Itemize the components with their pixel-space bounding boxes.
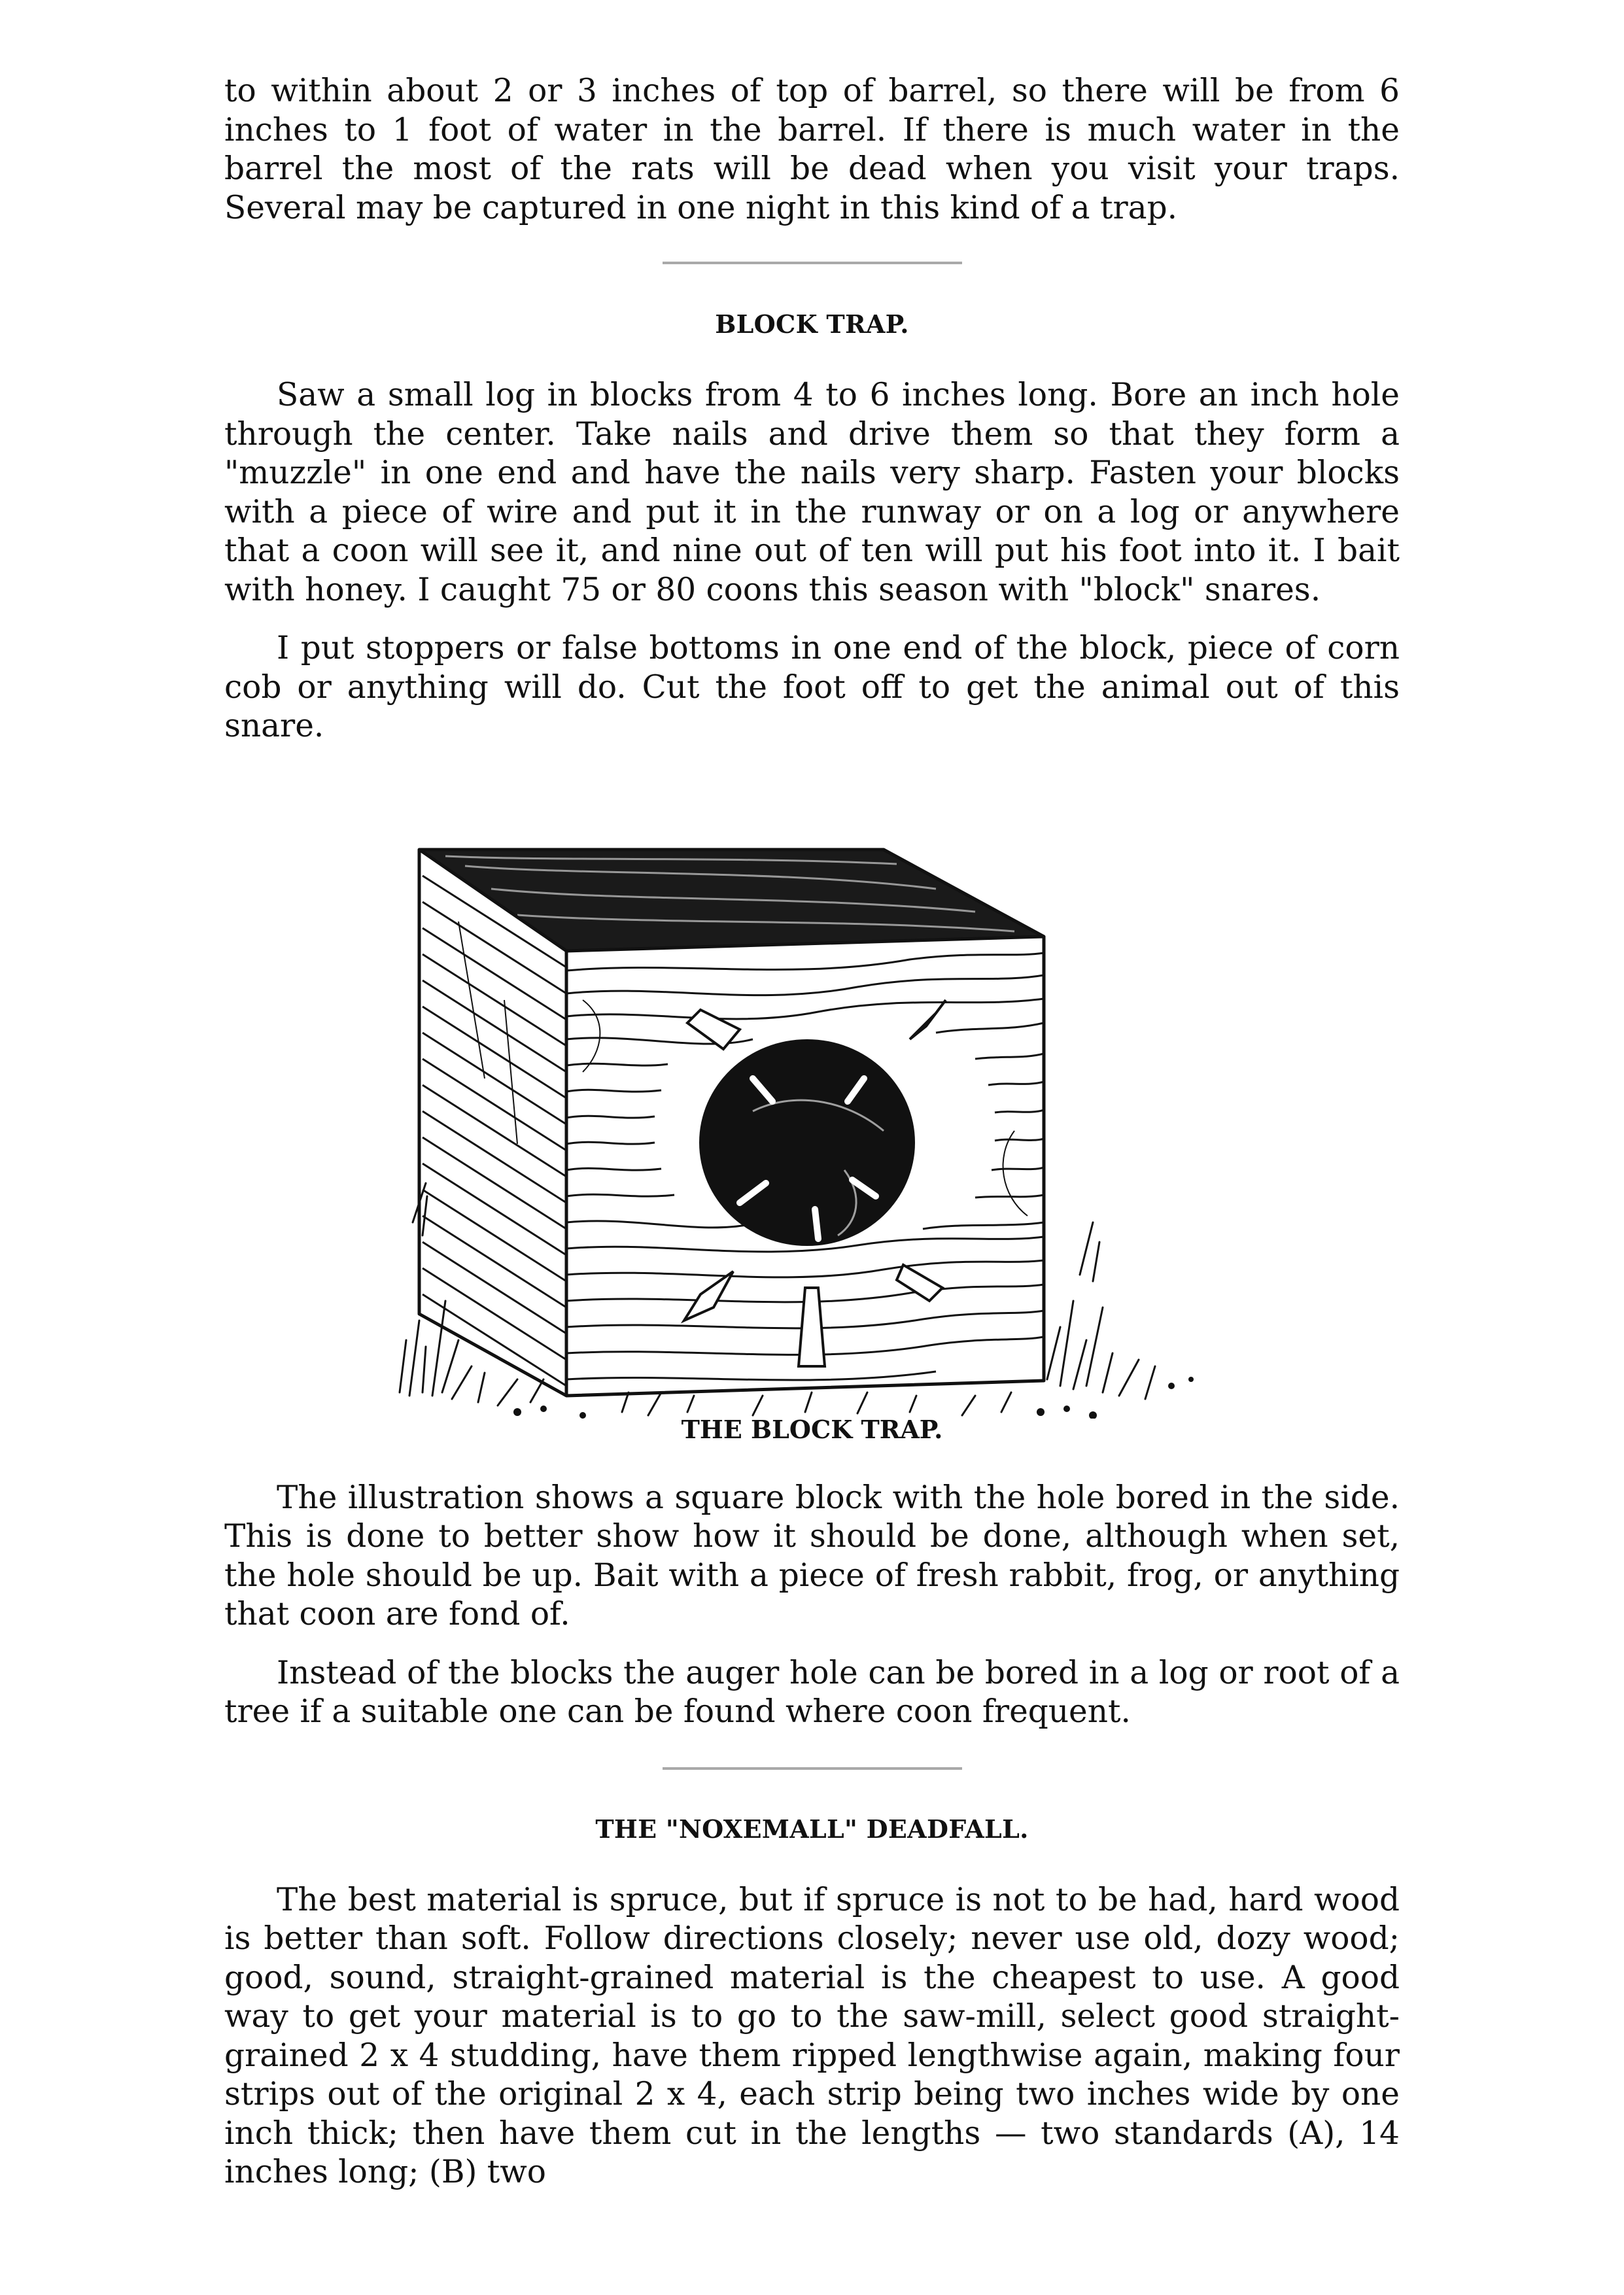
block-trap-paragraph-1: Saw a small log in blocks from 4 to 6 inches long. Bore an inch hole through the center. Take nails and drive them so that they form a "muzzle" in one end and have the nails very sharp. Fasten your blocks with a piece of wire and put it in the runway or on a log or anywhere that a coon will see it, and nine out of ten will put his foot into it. I bait with honey. I caught 75 or 80 coons this season with "block" snares. [224,377,1400,608]
section-divider-2 [663,1767,962,1770]
block-trap-paragraph-2: I put stoppers or false bottoms in one end of the block, piece of corn cob or anything will do. Cut the foot off to get the animal out of this snare. [224,630,1400,744]
block-trap-heading: BLOCK TRAP. [715,309,909,339]
block-trap-drawing [387,804,1237,1419]
block-trap-paragraph-3: The illustration shows a square block with the hole bored in the side. This is done to better show how it should be done, although when set, the hole should be up. Bait with a piece of fresh rabbit, frog, or anything that coon are fond of. [224,1479,1400,1632]
figure-caption: THE BLOCK TRAP. [681,1414,943,1444]
page-content [224,72,1400,2192]
section-divider [663,262,962,264]
block-trap-illustration [387,804,1237,1419]
block-trap-paragraph-4: Instead of the blocks the auger hole can be bored in a log or root of a tree if a suitable one can be found where coon frequent. [224,1654,1400,1730]
intro-paragraph: to within about 2 or 3 inches of top of barrel, so there will be from 6 inches to 1 foot of water in the barrel. If there is much water in the barrel the most of the rats will be dead when you visit your traps. Several may be captured in one night in this kind of a trap. [224,73,1400,226]
noxemall-paragraph-1: The best material is spruce, but if spruce is not to be had, hard wood is better than soft. Follow directions closely; never use old, dozy wood; good, sound, straight-grained material is the cheapest to use. A good way to get your material is to go to the saw-mill, select good straight-grained 2 x 4 studding, have them ripped lengthwise again, making four strips out of the original 2 x 4, each strip being two inches wide by one inch thick; then have them cut in the lengths — two standards (A), 14 inches long; (B) two [224,1881,1400,2190]
noxemall-heading: THE "NOXEMALL" DEADFALL. [595,1814,1029,1844]
